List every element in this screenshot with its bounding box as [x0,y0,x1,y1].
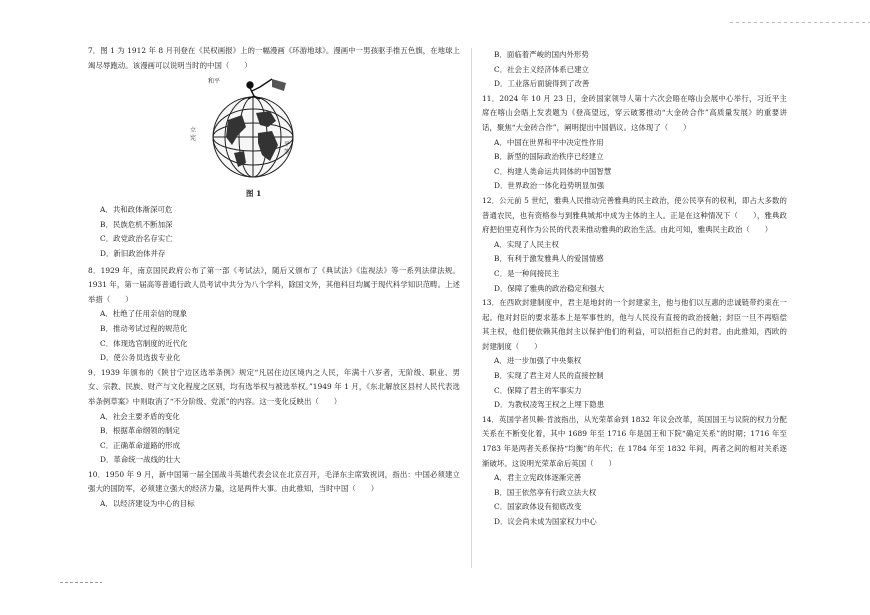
question-11-stem: 11．2024 年 10 月 23 日，金砖国家领导人第十六次会晤在喀山会展中心举行，习近平主席在喀山会晤上发表题为《登高望远，穿云破雾推动“大金砖合作”高质量发展》的重要讲话，聚焦“大金砖合作”，阐明提出中国倡议。这体现了（ ） [482,93,787,132]
option: C．政党政治名存实亡 [100,234,173,244]
question-8-stem: 8．1929 年，南京国民政府公布了第一部《考试法》，随后又颁布了《典试法》《监视法》等一系列法律法规。1931 年，第一届高等普通行政人员考试中共分为八个学科，除国文外，其他科目均属于现代科学知识范畴。上述举措（ ） [88,265,460,304]
option: C．保障了君主的军事实力 [494,385,582,395]
header-rule [730,22,870,23]
question-10 [88,468,460,512]
option: A．进一步加强了中央集权 [494,356,582,366]
option: A．实现了人民主权 [494,239,559,249]
question-10-continued [482,48,787,92]
option: A．社会主要矛盾的变化 [100,411,180,421]
question-7 [88,44,460,262]
question-7-stem: 7．图 1 为 1912 年 8 月刊登在《民权画报》上的一幅漫画《环游地球》。漫画中一男孩驱手推五色旗，在地球上竭尽辱跑动。该漫画可以说明当时的中国（ ） [88,46,460,70]
option: D．为教权凌驾王权之上埋下隐患 [494,400,605,410]
left-column [88,44,460,512]
column-divider [471,48,472,568]
option: B．面临着严峻的国内外形势 [494,50,589,59]
question-13-stem: 13．在西欧封建制度中，君主是地封的一个封建家主，他与他们以互惠的忠诚链带约束在一起。他对封臣的要求基本上是军事性的，他与人民没有直接的政治接触；封臣一旦不再赔偿其主权，他们便依赖其他封主以保护他们的利益，可以招拒自己的封君。由此推知，西欧的封建制度（ ） [482,298,787,351]
option: D．保障了雅典的政治稳定和强大 [494,283,605,293]
option: B．新型的国际政治秩序已经建立 [494,152,604,162]
option: B．实现了君主对人民的直接控制 [494,371,604,381]
option: B．推动考试过程的规范化 [100,323,188,333]
option: A．中国在世界和平中决定性作用 [494,137,604,147]
figure-1 [88,75,460,203]
option: D．世界政治一体化趋势明显加强 [494,181,605,191]
right-column [482,48,787,530]
question-12-stem: 12．公元前 5 世纪，雅典人民推动完善雅典的民主政治，使公民享有的权利，即占大多数的普通农民，也有资格参与到雅典城邦中成为主体的主人。正是在这种情况下（ ），雅典政府把伯里克利作为公民的代表来推动雅典的政治生活。由此可知，雅典民主政治（ ） [482,195,787,235]
footer-rule [60,582,102,583]
option: C．正确革命道路的形成 [100,440,181,450]
option: A．杜绝了任用亲信的现象 [100,309,188,319]
question-9-stem: 9．1939 年颁布的《陕甘宁边区选举条例》规定“凡居住边区境内之人民，年满十八岁者，无阶级、职业、男女、宗教、民族、财产与文化程度之区别，均有选举权与被选举权。”1949 年 1 月，《东北解放区县村人民代表选举条例草案》中则取消了“不分阶级、党派”的内容。这一变化反映出（ ） [88,367,460,406]
option: D．议会尚未成为国家权力中心 [494,517,597,526]
option: C．国家政体设有彻底改变 [494,502,582,512]
option: D．革命统一战线的壮大 [100,455,181,465]
question-10-stem: 10．1950 年 9 月，新中国第一届全国战斗英雄代表会议在北京召开，毛泽东主席致祝词，指出：中国必须建立强大的国防军，必须建立强大的经济力量，这是两件大事。由此推知，当时中国（ ） [88,469,460,494]
option: A．君主立宪政体逐渐完善 [494,473,582,483]
option: A．以经济建设为中心的目标 [100,499,195,509]
option: C．体现选官制度的近代化 [100,338,188,348]
figure-word-right: 平等 [284,141,291,157]
option: B．根据革命纲领的制定 [100,426,180,436]
question-14 [482,413,787,530]
option: D．使公务员选拔专业化 [100,353,181,363]
question-12 [482,194,787,296]
option: D．工业落后面貌得到了改善 [494,79,590,89]
option: B．民族危机不断加深 [100,219,173,229]
question-13 [482,296,787,413]
option: A．共和政体渐深可危 [100,205,173,215]
globe-cartoon-image [198,75,308,187]
question-14-stem: 14．英国学者贝赖·肯波指出，从光荣革命到 1832 年议会改革，英国国王与议院的权力分配关系在不断变化着，其中 1689 年至 1716 年是国王和下院“确定关系”的时期；1716 年至 1783 年是两者关系保持“均衡”的年代；在 1784 年至 1832 年间，两者之间的相对关系逐渐破坏。这说明光荣革命后英国（ ） [482,414,787,468]
figure-word-left: 立宪 [190,127,197,143]
option: B．有利于激发雅典人的爱国情感 [494,254,604,264]
option: C．构建人类命运共同体的中国智慧 [494,166,612,176]
option: C．是一种间接民主 [494,268,560,278]
question-9 [88,366,460,468]
question-11 [482,92,787,194]
figure-caption: 图 1 [246,189,262,199]
question-8 [88,264,460,366]
figure-word-top: 和平 [208,78,221,86]
option: B．国王依然享有行政立法大权 [494,487,597,497]
option: C．社会主义经济体系已建立 [494,64,589,74]
option: D．新旧政治体并存 [100,248,166,258]
